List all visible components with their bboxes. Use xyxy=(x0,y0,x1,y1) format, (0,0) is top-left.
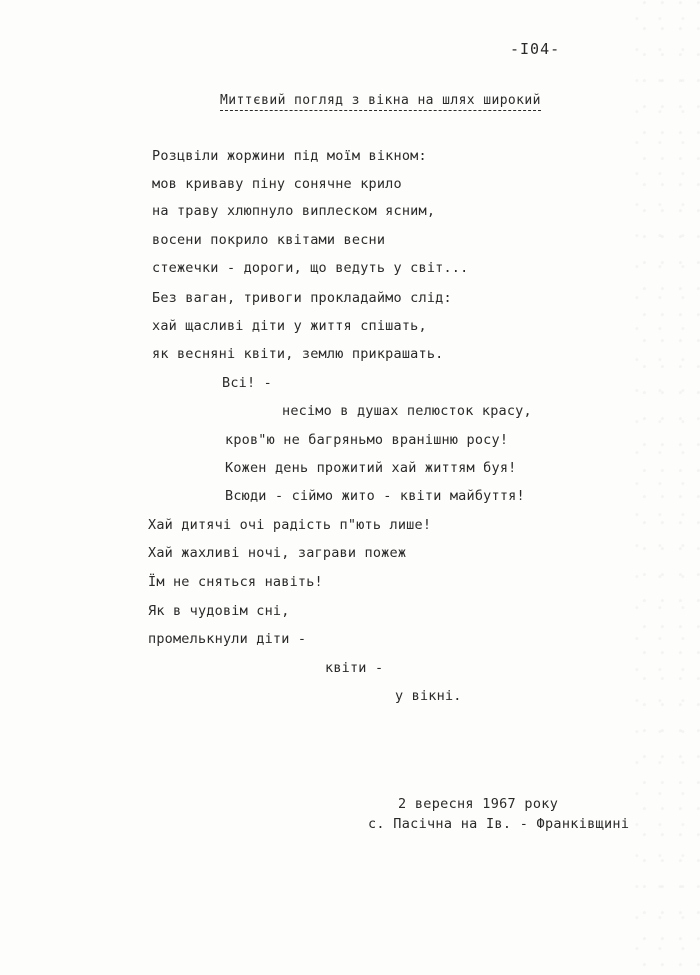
poem-line: несімо в душах пелюсток красу, xyxy=(282,403,532,419)
poem-line: Кожен день прожитий хай життям буя! xyxy=(225,460,517,476)
poem-line: мов криваву піну сонячне крило xyxy=(152,176,402,192)
poem-line: квіти - xyxy=(325,660,384,676)
paper-edge-texture xyxy=(630,0,700,975)
poem-line: Як в чудовім сні, xyxy=(148,603,290,619)
poem-line: Всюди - сіймо жито - квіти майбуття! xyxy=(225,488,525,504)
signature-place: с. Пасічна на Ів. - Франківщині xyxy=(368,816,630,832)
poem-line: Хай дитячі очі радість п"ють лише! xyxy=(148,517,432,533)
poem-line: Розцвіли жоржини під моїм вікном: xyxy=(152,148,427,164)
poem-line: Всі! - xyxy=(222,375,272,391)
poem-line: восени покрило квітами весни xyxy=(152,232,386,248)
poem-line: як весняні квіти, землю прикрашать. xyxy=(152,346,444,362)
poem-line: Їм не сняться навіть! xyxy=(148,574,323,590)
poem-line: промелькнули діти - xyxy=(148,631,307,647)
poem-title: Миттєвий погляд з вікна на шлях широкий xyxy=(220,93,541,111)
poem-line: кров"ю не багряньмо вранішню росу! xyxy=(225,432,509,448)
poem-line: Без ваган, тривоги прокладаймо слід: xyxy=(152,290,452,306)
poem-line: Хай жахливі ночі, заграви пожеж xyxy=(148,545,407,561)
poem-line: стежечки - дороги, що ведуть у світ... xyxy=(152,260,469,276)
poem-line: на траву хлюпнуло виплеском ясним, xyxy=(152,203,436,219)
page-number: -I04- xyxy=(510,40,561,58)
poem-line: у вікні. xyxy=(395,688,462,704)
signature-date: 2 вересня 1967 року xyxy=(398,796,559,812)
poem-line: хай щасливі діти у життя спішать, xyxy=(152,318,427,334)
